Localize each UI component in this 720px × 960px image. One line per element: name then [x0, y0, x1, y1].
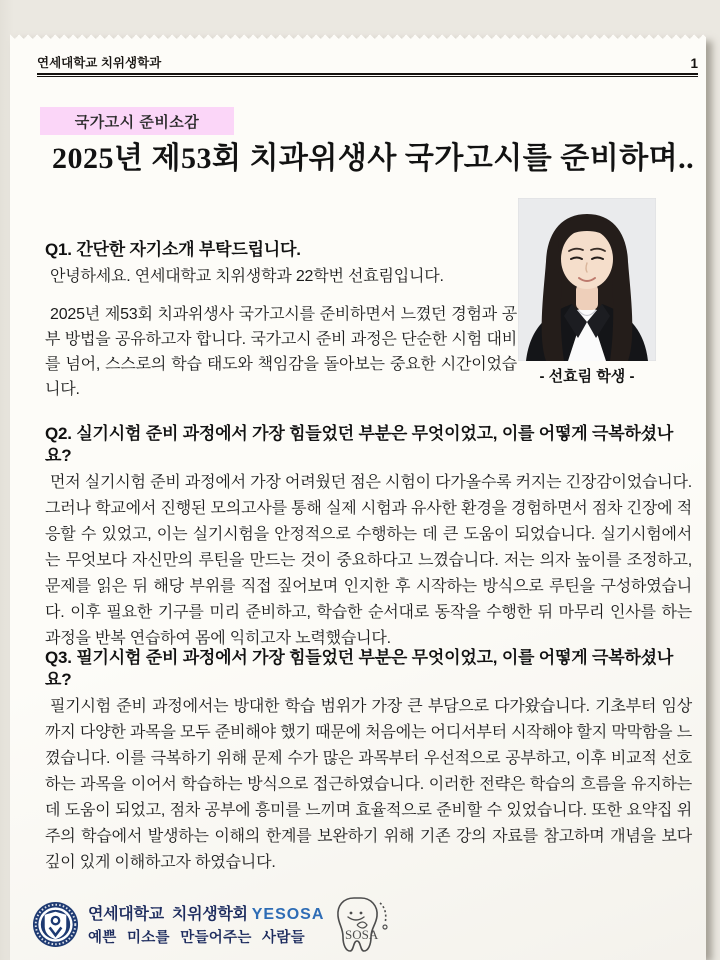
footer-text-block — [88, 901, 324, 947]
q1-section — [45, 239, 517, 402]
q3-heading: Q3. 필기시험 준비 과정에서 가장 힘들었던 부분은 무엇이었고, 이를 어떻게 극복하셨나요? — [45, 648, 674, 689]
q1-heading: Q1. 간단한 자기소개 부탁드립니다. — [45, 240, 301, 259]
q2-body-text: 먼저 실기시험 준비 과정에서 가장 어려웠던 점은 시험이 다가올수록 커지는 긴장감이었습니다. 그러나 학교에서 진행된 모의고사를 통해 실제 시험과 유사한 환경을 경험하면서 점차 긴장에 적응할 수 있었고, 이는 실기시험을 안정적으로 수행하는 데 큰 도움이 되었습니다. 실기시험에서는 무엇보다 자신만의 루틴을 만드는 것이 중요하다고 느꼈습니다. 저는 의자 높이를 조정하고, 문제를 읽은 뒤 해당 부위를 직접 짚어보며 인지한 후 시작하는 방식으로 루틴을 구성하였습니다. 이후 필요한 기구를 미리 준비하고, 학습한 순서대로 동작을 수행한 뒤 마무리 인사를 하는 과정을 반복 연습하여 몸에 익히고자 노력했습니다. — [45, 474, 692, 647]
page-number: 1 — [690, 56, 698, 71]
category-badge-label: 국가고시 준비소감 — [74, 113, 200, 131]
q2-heading: Q2. 실기시험 준비 과정에서 가장 힘들었던 부분은 무엇이었고, 이를 어떻게 극복하셨나요? — [45, 424, 674, 465]
category-badge — [40, 107, 234, 135]
newsletter-page — [10, 39, 706, 960]
footer-org-line — [88, 901, 324, 924]
q1-intro-text: 안녕하세요. 연세대학교 치위생학과 22학번 선효림입니다. — [50, 268, 444, 285]
paragraph-gap — [45, 289, 517, 302]
tooth-mascot-icon — [333, 895, 399, 953]
q2-section — [45, 423, 692, 652]
department-name: 연세대학교 치위생학과 — [37, 56, 162, 70]
student-photo-figure — [518, 198, 656, 386]
article-title: 2025년 제53회 치과위생사 국가고시를 준비하며.. — [52, 142, 695, 175]
q1-body-text: 2025년 제53회 치과위생사 국가고시를 준비하면서 느꼈던 경험과 공부 방법을 공유하고자 합니다. 국가고시 준비 과정은 단순한 시험 대비를 넘어, 스스로의 학습 태도와 책임감을 돌아보는 중요한 시간이었습니다. — [45, 306, 517, 398]
footer-org-name: 연세대학교 치위생학회 — [88, 906, 248, 923]
q3-body-text: 필기시험 준비 과정에서는 방대한 학습 범위가 가장 큰 부담으로 다가왔습니다. 기초부터 임상까지 다양한 과목을 모두 준비해야 했기 때문에 처음에는 어디서부터 시작해야 할지 막막함을 느꼈습니다. 이를 극복하기 위해 문제 수가 많은 과목부터 우선적으로 공부하고, 이후 비교적 선호하는 과목을 이어서 학습하는 방식으로 접근하였습니다. 이러한 전략은 학습의 흐름을 유지하는 데 도움이 되었고, 점차 공부에 흥미를 느끼며 효율적으로 준비할 수 있었습니다. 또한 요약집 위주의 학습에서 발생하는 이해의 한계를 보완하기 위해 기존 강의 자료를 참고하며 개념을 보다 깊이 있게 이해하고자 하였습니다. — [45, 698, 692, 871]
yonsei-university-seal-icon — [32, 901, 79, 948]
photo-caption: - 선효림 학생 - — [539, 368, 635, 385]
torn-paper-edge — [10, 33, 706, 39]
header-divider — [37, 73, 698, 77]
q3-section — [45, 647, 692, 876]
footer — [32, 895, 399, 953]
page-header — [37, 53, 698, 71]
student-portrait-photo — [518, 198, 656, 361]
footer-org-abbr: YESOSA — [251, 906, 325, 923]
footer-slogan: 예쁜 미소를 만들어주는 사람들 — [88, 930, 305, 946]
mascot-text: SOSA — [345, 927, 379, 942]
